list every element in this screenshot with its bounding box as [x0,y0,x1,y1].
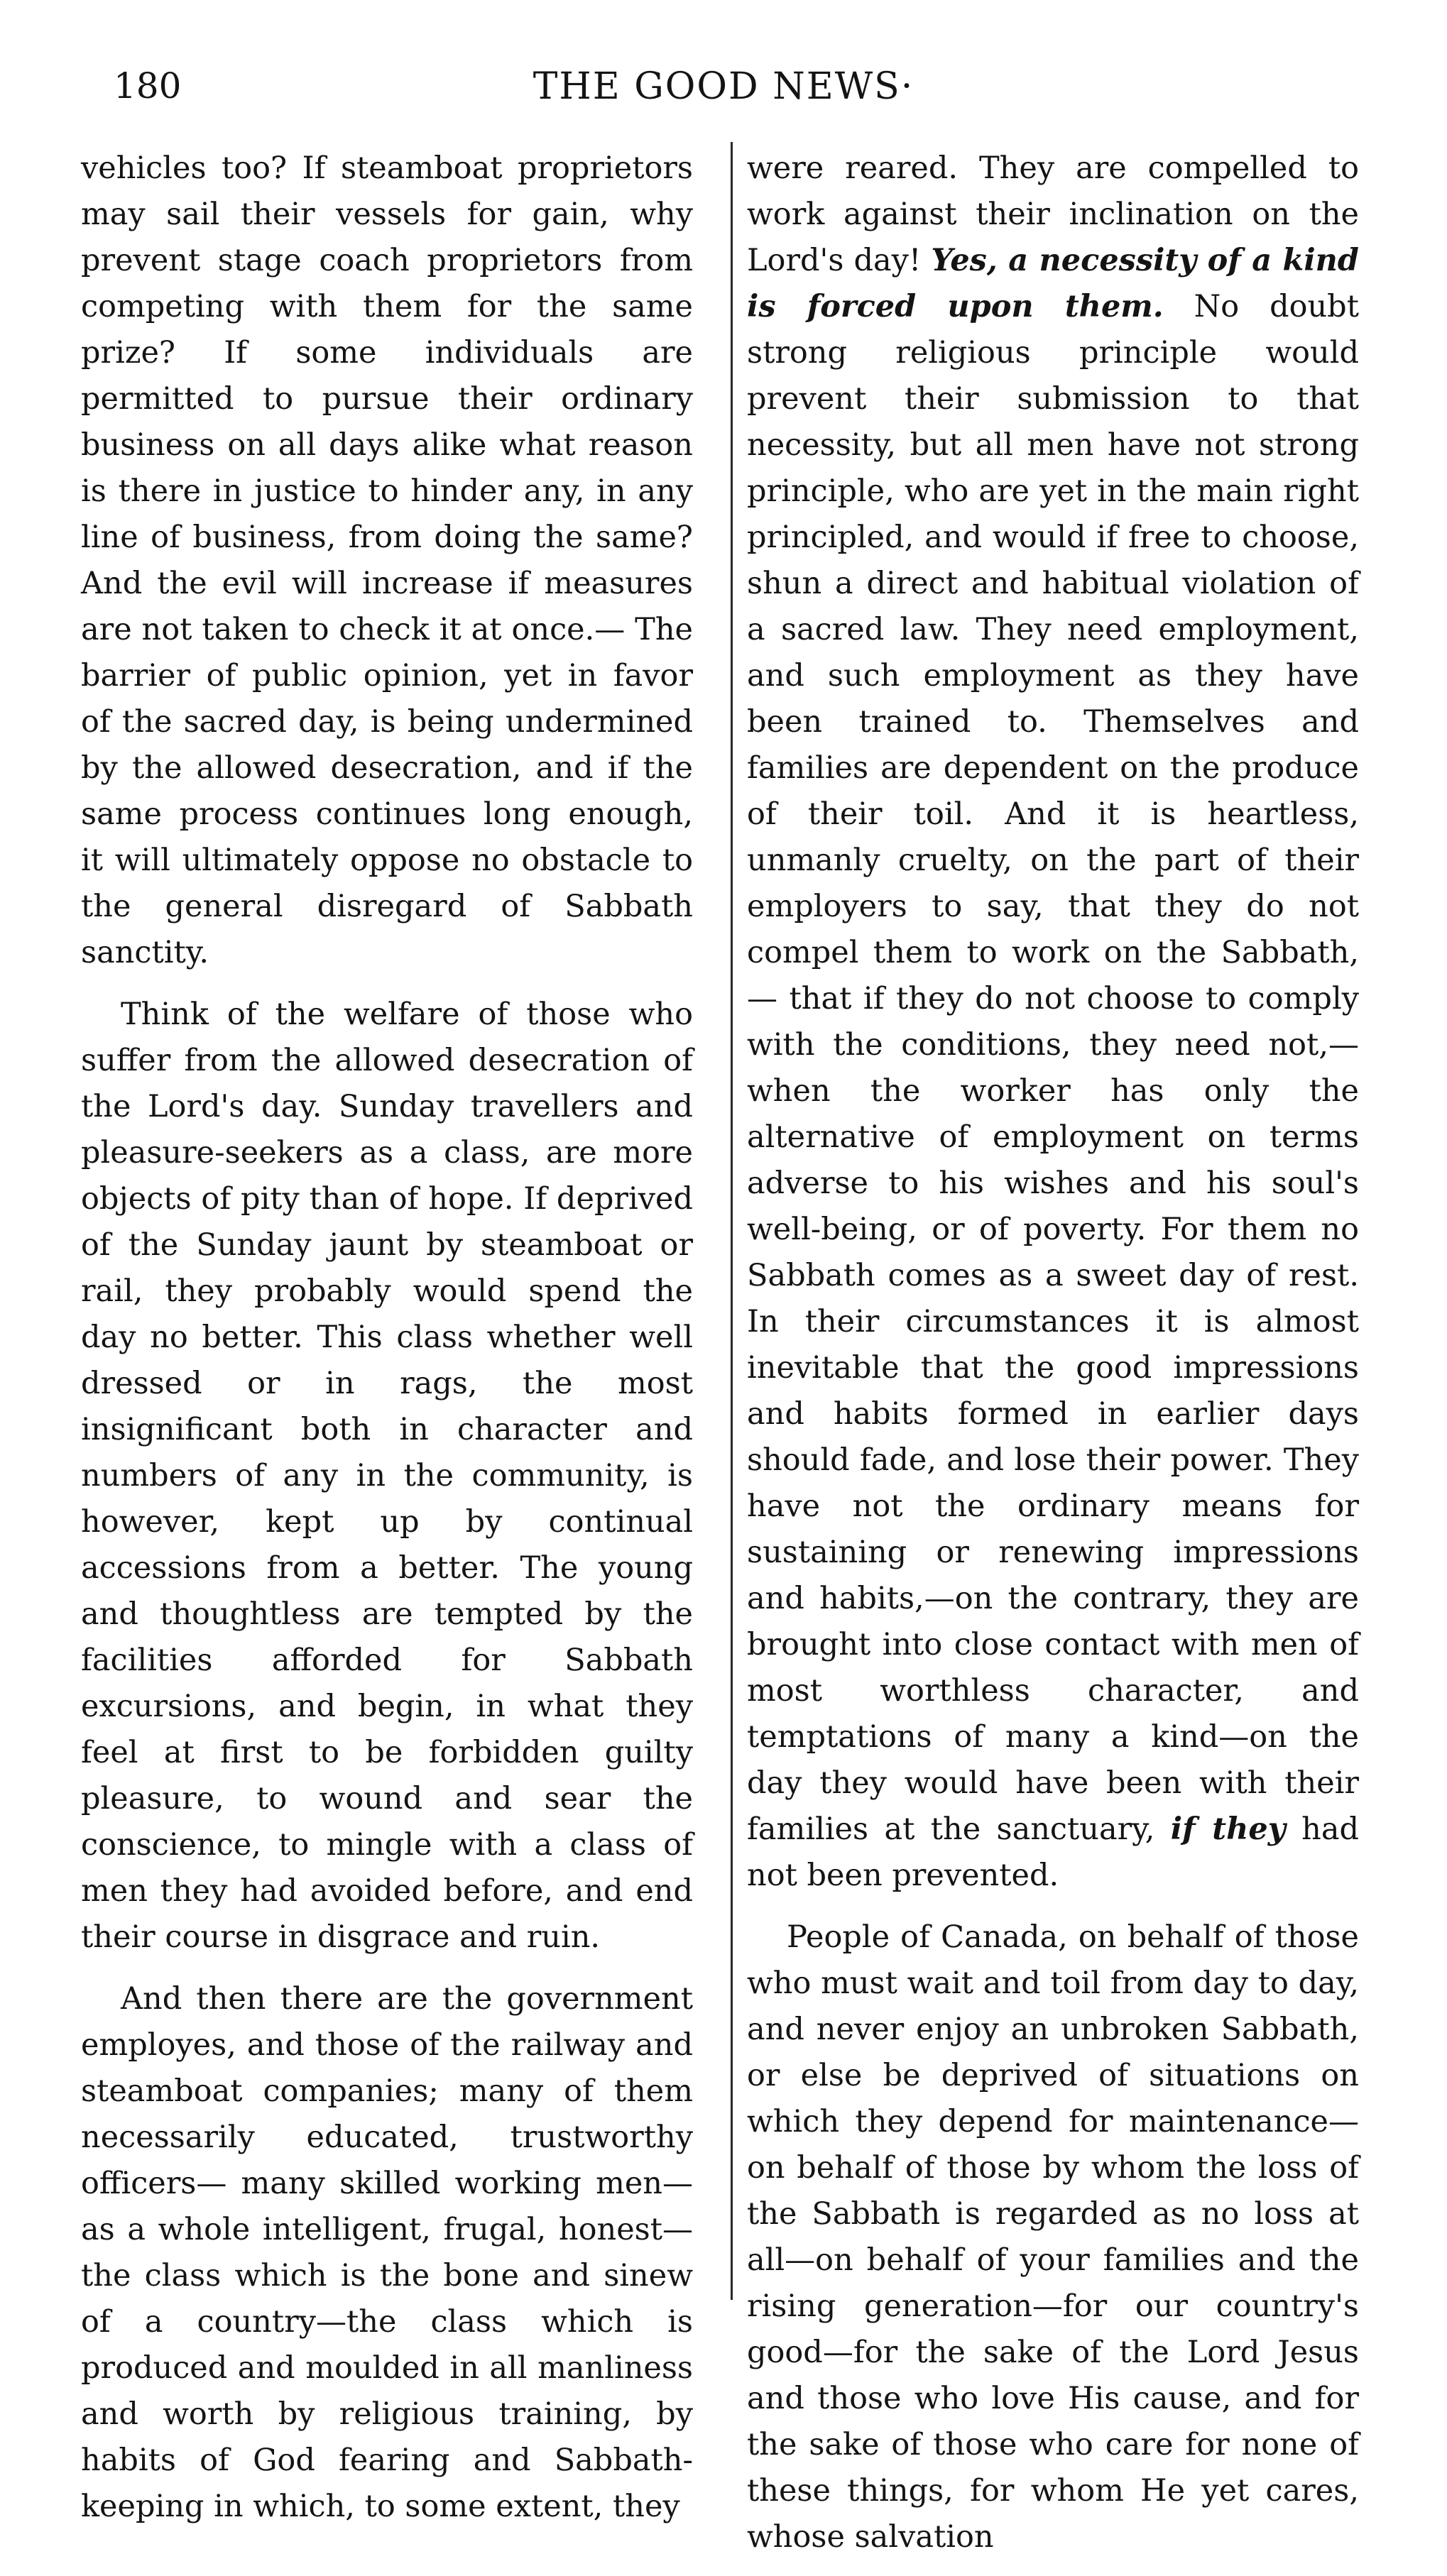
left-column [81,146,693,2545]
right-paragraph-1 [747,146,1359,1899]
right-p1-emphasis-2: if they [1170,1812,1286,1847]
right-p1-rest: No doubt strong religious principle would prevent their submission to that necessity, but all men have not strong principle, who are yet in the main right principled, and would if free to choose, shun a direct and habitual violation of a sacred law. They need employment, and such employment as they have been trained to. Themselves and families are dependent on the produce of their toil. And it is heartless, unmanly cruelty, on the part of their employers to say, that they do not compel them to work on the Sabbath,— that if they do not choose to comply with the conditions, they need not,—when the worker has only the alternative of employment on terms adverse to his wishes and his soul's well-being, or of poverty. For them no Sabbath comes as a sweet day of rest. In their circumstances it is almost inevitable that the good impressions and habits formed in earlier days should fade, and lose their power. They have not the ordinary means for sustaining or renewing impressions and habits,—on the contrary, they are brought into close contact with men of most worthless character, and temptations of many a kind—on the day they would have been with their families at the sanctuary, [747,289,1359,1847]
left-paragraph-3: And then there are the government employes, and those of the railway and steamboat companies; many of them necessarily educated, trustworthy officers— many skilled working men—as a whole intelligent, frugal, honest—the class which is the bone and sinew of a country—the class which is produced and moulded in all manliness and worth by religious training, by habits of God fearing and Sabbath-keeping in which, to some extent, they [81,1981,693,2524]
right-p1-end: had not been prevented. [747,1812,1359,1893]
running-title: THE GOOD NEWS· [533,65,914,108]
right-p1-emphasis: Yes, a necessity of a kind is forced upon them. [747,243,1359,324]
right-column [747,146,1359,2576]
page-number: 180 [114,65,182,106]
column-divider [731,142,733,2300]
left-paragraph-1: vehicles too? If steamboat proprietors may sail their vessels for gain, why prevent stage coach proprietors from competing with them for the same prize? If some individuals are permitted to pursue their ordinary business on all days alike what reason is there in justice to hinder any, in any line of business, from doing the same? And the evil will increase if measures are not taken to check it at once.— The barrier of public opinion, yet in favor of the sacred day, is being undermined by the allowed desecration, and if the same process continues long enough, it will ultimately oppose no obstacle to the general disregard of Sabbath sanctity. [81,150,693,970]
left-paragraph-2: Think of the welfare of those who suffer from the allowed desecration of the Lord's day. Sunday travellers and pleasure-seekers as a class, are more objects of pity than of hope. If deprived of the Sunday jaunt by steamboat or rail, they probably would spend the day no better. This class whether well dressed or in rags, the most insignificant both in character and numbers of any in the community, is however, kept up by continual accessions from a better. The young and thoughtless are tempted by the facilities afforded for Sabbath excursions, and begin, in what they feel at first to be forbidden guilty pleasure, to wound and sear the conscience, to mingle with a class of men they had avoided before, and end their course in disgrace and ruin. [81,997,693,1955]
right-paragraph-2: People of Canada, on behalf of those who must wait and toil from day to day, and never enjoy an unbroken Sabbath, or else be deprived of situations on which they depend for maintenance—on behalf of those by whom the loss of the Sabbath is regarded as no loss at all—on behalf of your families and the rising generation—for our country's good—for the sake of the Lord Jesus and those who love His cause, and for the sake of those who care for none of these things, for whom He yet cares, whose salvation [747,1919,1359,2555]
right-p1-start: were reared. They are compelled to work against their inclination on the Lord's day! [747,150,1359,278]
